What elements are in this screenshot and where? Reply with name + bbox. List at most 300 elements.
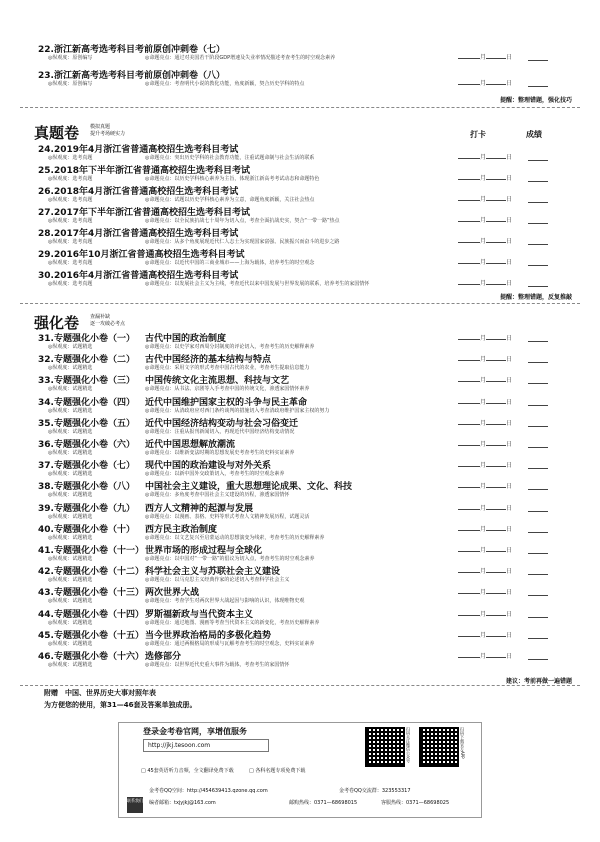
item-highlight: ◎命题亮点：以马克思主义经典作家的论述切入考查科学社会主义 <box>145 577 290 584</box>
item-number: 30. <box>38 271 54 281</box>
item-source: ◎纵观度：选考真题 <box>48 281 93 287</box>
date-month-label: 月 <box>480 589 487 597</box>
item-name: 浙江新高考选考科目考前原创冲刺卷（七） <box>53 45 225 55</box>
attachment-label: 附赠 <box>44 689 58 697</box>
date-entry[interactable] <box>458 460 512 469</box>
item-number: 24. <box>38 145 54 155</box>
date-month-label: 月 <box>480 335 487 342</box>
section-qianghua-sub <box>90 314 125 328</box>
date-day-blank[interactable] <box>486 173 506 180</box>
attachment-line2: 为方便您的使用，第31—46套及答案单独成册。 <box>44 701 197 709</box>
date-month-label: 月 <box>480 238 487 245</box>
tip-qianghua: 建议：考前再做一遍错题 <box>505 678 572 685</box>
item-topic: 中国社会主义建设，重大思想理论成果、文化、科技 <box>145 482 353 493</box>
date-month-blank[interactable] <box>458 566 480 573</box>
date-month-label: 月 <box>480 80 487 87</box>
item-number: 29. <box>38 250 54 260</box>
qr2-label: 扫码下载官方APP <box>460 727 465 759</box>
item-number: 46. <box>38 652 54 662</box>
item-topic: 世界市场的形成过程与全球化 <box>145 546 263 556</box>
qr1-label: 扫码关注微信公众号 <box>406 727 411 763</box>
section-zhenti-sub <box>90 124 125 138</box>
item-source: ◎纵观度：选考真题 <box>48 239 93 245</box>
date-month-blank[interactable] <box>458 503 480 510</box>
section-zhenti-head: 真题卷 <box>34 124 80 142</box>
date-entry[interactable] <box>458 257 512 266</box>
score-blank[interactable] <box>528 483 548 490</box>
item-source: ◎纵观度：试题精选 <box>48 534 93 541</box>
item-number: 25. <box>38 166 54 176</box>
date-month-blank[interactable] <box>458 397 480 404</box>
date-month-blank[interactable] <box>458 152 480 159</box>
item-source: ◎纵观度：试题精选 <box>48 513 93 520</box>
item-name: 2018年4月浙江省普通高校招生选考科目考试 <box>53 187 239 197</box>
item-name: 专题强化小卷（十二） <box>53 567 144 578</box>
date-month-label: 月 <box>480 175 487 182</box>
item-number: 33. <box>38 376 54 387</box>
item-topic: 两次世界大战 <box>145 588 200 599</box>
item-highlight: ◎命题亮点：试题以历史学科核心素养为立意，命题角度新颖，关注社会热点 <box>145 197 315 203</box>
score-blank[interactable] <box>528 356 548 363</box>
attachment-title: 中国、世界历史大事对照年表 <box>65 689 156 697</box>
date-entry[interactable] <box>458 566 512 575</box>
date-month-label: 月 <box>480 398 487 406</box>
date-day-blank[interactable] <box>486 630 506 637</box>
score-blank[interactable] <box>528 377 548 384</box>
date-month-blank[interactable] <box>458 257 480 264</box>
date-day-label: 日 <box>506 419 513 427</box>
item-name: 专题强化小卷（二） <box>53 355 135 366</box>
date-month-blank[interactable] <box>458 418 480 425</box>
zhenti-sub1: 模拟真题 <box>90 124 111 130</box>
item-name: 2018年下半年浙江省普通高校招生选考科目考试 <box>53 166 251 176</box>
score-blank[interactable] <box>528 632 548 639</box>
score-blank[interactable] <box>528 526 548 533</box>
date-entry[interactable] <box>458 503 512 512</box>
date-day-blank[interactable] <box>486 503 506 510</box>
score-blank[interactable] <box>528 154 548 161</box>
date-month-blank[interactable] <box>458 354 480 361</box>
item-topic: 当今世界政治格局的多极化趋势 <box>145 630 272 641</box>
ad-url[interactable]: http://jkj.tesoon.com <box>143 739 269 752</box>
item-name: 2016年10月浙江省普通高校招生选考科目考试 <box>53 250 245 260</box>
date-month-blank[interactable] <box>458 545 480 552</box>
date-month-blank[interactable] <box>458 173 480 180</box>
item-name: 专题强化小卷（三） <box>53 376 135 387</box>
date-day-label: 日 <box>506 483 513 491</box>
item-source: ◎纵观度：试题精选 <box>48 662 93 668</box>
date-month-label: 月 <box>480 280 487 287</box>
item-highlight: ◎命题亮点：通过地图、漫画等考查当代资本主义的新变化，考查历史解释素养 <box>145 619 320 626</box>
divider-2 <box>20 303 580 304</box>
score-blank[interactable] <box>528 399 548 406</box>
item-number: 23. <box>38 71 54 81</box>
date-entry[interactable] <box>458 354 512 363</box>
date-month-blank[interactable] <box>458 375 480 382</box>
date-day-label: 日 <box>506 504 513 512</box>
item-number: 28. <box>38 229 54 239</box>
date-day-blank[interactable] <box>486 354 506 361</box>
date-month-label: 月 <box>480 525 487 533</box>
score-blank[interactable] <box>528 441 548 448</box>
date-day-label: 日 <box>506 377 513 385</box>
date-month-label: 月 <box>480 419 487 427</box>
date-entry[interactable] <box>458 375 512 384</box>
item-topic: 近代中国思想解放潮流 <box>145 440 236 450</box>
item-highlight: ◎命题亮点：考查明代小说的教化功能，角度新颖，契合历史学科的特点 <box>145 81 305 87</box>
score-blank[interactable] <box>528 280 548 287</box>
date-day-blank[interactable] <box>486 460 506 467</box>
date-day-label: 日 <box>506 217 513 224</box>
date-day-blank[interactable] <box>486 215 506 222</box>
date-month-label: 月 <box>480 653 487 660</box>
item-topic: 中国传统文化主流思想、科技与文艺 <box>145 376 290 387</box>
date-entry[interactable] <box>458 609 512 618</box>
date-day-blank[interactable] <box>486 609 506 616</box>
date-day-label: 日 <box>506 462 513 470</box>
date-month-blank[interactable] <box>458 278 480 285</box>
item-number: 32. <box>38 355 54 366</box>
zhenti-sub2: 提升考场硬实力 <box>90 131 126 137</box>
item-source: ◎纵观度：试题精选 <box>48 407 93 414</box>
score-blank[interactable] <box>528 462 548 469</box>
item-highlight: ◎命题亮点：采用文字的形式考查中国古代的农业，考查考生提取信息能力 <box>145 365 310 372</box>
item-number: 42. <box>38 567 54 578</box>
qr-code-wechat[interactable] <box>365 727 405 767</box>
date-day-blank[interactable] <box>486 194 506 201</box>
contact-qq: 金考卷QQ交流群：323553317 <box>339 788 411 794</box>
contact-service: 客服热线：0371—68698025 <box>381 800 450 806</box>
item-topic: 近代中国维护国家主权的斗争与民主革命 <box>145 397 308 408</box>
item-name: 专题强化小卷（十） <box>53 524 135 535</box>
score-blank[interactable] <box>528 420 548 427</box>
item-highlight: ◎命题亮点：多角度考查中国社会主义建设的历程，渗透家国情怀 <box>145 492 290 499</box>
item-highlight: ◎命题亮点：以史学家对西周分封制度的评论切入，考查考生的历史解释素养 <box>145 344 315 350</box>
date-day-blank[interactable] <box>486 257 506 264</box>
item-highlight: ◎命题亮点：考查学生对两次世界大战起因与影响的认识，体现唯物史观 <box>145 598 305 605</box>
item-source: ◎纵观度：试题精选 <box>48 577 93 584</box>
date-day-blank[interactable] <box>486 566 506 573</box>
item-topic: 近代中国经济结构变动与社会习俗变迁 <box>145 418 299 429</box>
item-source: ◎纵观度：原创编写 <box>48 81 93 87</box>
date-day-blank[interactable] <box>486 439 506 446</box>
contact-email: 编者邮箱：txjyjkj@163.com <box>149 800 216 806</box>
date-month-label: 月 <box>480 377 487 385</box>
date-entry[interactable] <box>458 215 512 224</box>
date-entry[interactable] <box>458 481 512 490</box>
score-blank[interactable] <box>528 259 548 266</box>
item-highlight: ◎命题亮点：以世界近代史重大事件为载体，考查考生的家国情怀 <box>145 662 290 668</box>
date-day-blank[interactable] <box>486 278 506 285</box>
item-topic: 现代中国的政治建设与对外关系 <box>145 461 272 472</box>
score-blank[interactable] <box>528 238 548 245</box>
date-month-label: 月 <box>480 547 487 554</box>
item-source: ◎纵观度：试题精选 <box>48 428 93 435</box>
date-entry[interactable] <box>458 173 512 182</box>
item-name: 2017年下半年浙江省普通高校招生选考科目考试 <box>53 208 251 218</box>
date-month-label: 月 <box>480 154 487 161</box>
date-day-label: 日 <box>506 547 513 554</box>
divider-1 <box>20 107 580 108</box>
attachment-line <box>44 688 156 698</box>
item-name: 2017年4月浙江省普通高校招生选考科目考试 <box>53 229 239 239</box>
item-source: ◎纵观度：选考真题 <box>48 155 93 161</box>
item-name: 专题强化小卷（八） <box>53 482 135 493</box>
date-day-blank[interactable] <box>486 651 506 658</box>
date-day-blank[interactable] <box>486 333 506 340</box>
date-day-blank[interactable] <box>486 52 506 59</box>
date-entry[interactable] <box>458 152 512 161</box>
item-highlight: ◎命题亮点：以全民族抗战七十周年为切入点，考查全面抗战史实，契合“一带一路”热点 <box>145 218 340 224</box>
score-blank[interactable] <box>528 80 548 87</box>
date-day-blank[interactable] <box>486 375 506 382</box>
score-blank[interactable] <box>528 653 548 660</box>
date-month-blank[interactable] <box>458 215 480 222</box>
item-source: ◎纵观度：选考真题 <box>48 197 93 203</box>
item-highlight: ◎命题亮点：通过对美国若干阶段GDP增速及失业率情况描述考查考生的时空观念素养 <box>145 55 336 61</box>
date-day-label: 日 <box>506 568 513 576</box>
date-day-label: 日 <box>506 80 513 87</box>
check-audio[interactable]: □ 45套英语听力音频，全文翻译免费下载 <box>141 768 234 774</box>
date-entry[interactable] <box>458 630 512 639</box>
tip-zhenti: 提醒：整理错题，反复推敲 <box>499 294 572 301</box>
date-day-label: 日 <box>506 196 513 203</box>
item-source: ◎纵观度：试题精选 <box>48 556 93 562</box>
item-name: 浙江新高考选考科目考前原创冲刺卷（八） <box>53 71 225 81</box>
item-topic: 西方人文精神的起源与发展 <box>145 503 254 514</box>
date-day-label: 日 <box>506 525 513 533</box>
date-day-blank[interactable] <box>486 152 506 159</box>
qianghua-sub1: 查漏补缺 <box>90 314 111 320</box>
score-blank[interactable] <box>528 589 548 596</box>
col-score-header: 成绩 <box>526 130 542 139</box>
item-highlight: ◎命题亮点：通过两极格局的形成与瓦解考查考生的时空观念，史料实证素养 <box>145 640 315 647</box>
date-month-label: 月 <box>480 504 487 512</box>
item-source: ◎纵观度：试题精选 <box>48 619 93 626</box>
date-month-label: 月 <box>480 631 487 639</box>
date-month-blank[interactable] <box>458 587 480 594</box>
date-day-label: 日 <box>506 653 513 660</box>
item-number: 36. <box>38 440 54 450</box>
date-day-blank[interactable] <box>486 524 506 531</box>
item-number: 27. <box>38 208 54 218</box>
item-highlight: ◎命题亮点：注重从报刊新闻切入，再现近代中国经济结构变动情况 <box>145 428 295 435</box>
item-number: 31. <box>38 334 54 344</box>
item-highlight: ◎命题亮点：以维新变法时期的思想发展史考查考生的史料实证素养 <box>145 450 295 456</box>
date-month-blank[interactable] <box>458 460 480 467</box>
date-entry[interactable] <box>458 587 512 596</box>
item-source: ◎纵观度：试题精选 <box>48 450 93 456</box>
date-month-blank[interactable] <box>458 481 480 488</box>
date-month-blank[interactable] <box>458 333 480 340</box>
score-blank[interactable] <box>528 217 548 224</box>
date-month-label: 月 <box>480 259 487 266</box>
item-name: 专题强化小卷（一） <box>53 334 135 344</box>
item-source: ◎纵观度：试题精选 <box>48 640 93 647</box>
item-source: ◎纵观度：试题精选 <box>48 492 93 499</box>
date-entry[interactable] <box>458 397 512 406</box>
item-number: 38. <box>38 482 54 493</box>
date-day-label: 日 <box>506 441 513 448</box>
item-source: ◎纵观度：选考真题 <box>48 260 93 266</box>
item-highlight: ◎命题亮点：以近代中国的三商业城市——上海为载体，培养考生的时空观念 <box>145 260 315 266</box>
item-source: ◎纵观度：选考真题 <box>48 218 93 224</box>
date-day-blank[interactable] <box>486 418 506 425</box>
col-check-header: 打卡 <box>470 130 486 139</box>
date-month-label: 月 <box>480 462 487 470</box>
check-papers[interactable]: □ 各科名题专项免费下载 <box>249 768 306 774</box>
item-name: 专题强化小卷（五） <box>53 418 135 429</box>
date-entry[interactable] <box>458 545 512 554</box>
item-number: 41. <box>38 546 54 556</box>
item-name: 专题强化小卷（十五） <box>53 630 144 641</box>
date-month-label: 月 <box>480 568 487 576</box>
date-month-blank[interactable] <box>458 651 480 658</box>
date-day-blank[interactable] <box>486 587 506 594</box>
date-entry[interactable] <box>458 524 512 533</box>
date-entry[interactable] <box>458 194 512 203</box>
ad-title: 登录金考卷官网，享增值服务 <box>143 727 247 736</box>
date-month-blank[interactable] <box>458 609 480 616</box>
date-entry[interactable] <box>458 52 512 61</box>
item-name: 专题强化小卷（六） <box>53 440 135 450</box>
item-highlight: ◎命题亮点：突出历史学科的社会教育功能，注重试题命制与社会生活的联系 <box>145 155 315 161</box>
date-day-label: 日 <box>506 54 513 61</box>
item-source: ◎纵观度：试题精选 <box>48 344 93 350</box>
date-day-label: 日 <box>506 259 513 266</box>
item-name: 专题强化小卷（十六） <box>53 652 144 662</box>
qianghua-sub2: 逐一攻破必考点 <box>90 321 126 327</box>
item-number: 37. <box>38 461 54 472</box>
item-topic: 罗斯福新政与当代资本主义 <box>145 609 254 620</box>
score-blank[interactable] <box>528 611 548 618</box>
date-day-label: 日 <box>506 398 513 406</box>
date-month-blank[interactable] <box>458 52 480 59</box>
section-qianghua-head: 强化卷 <box>34 314 80 332</box>
item-name: 2016年4月浙江省普通高校招生选考科目考试 <box>53 271 239 281</box>
item-highlight: ◎命题亮点：以发展社会主义为主线，考查近代以来中国发展与世界发展的联系，培养考生的家国情怀 <box>145 281 370 287</box>
date-month-label: 月 <box>480 483 487 491</box>
item-source: ◎纵观度：试题精选 <box>48 365 93 372</box>
qr-code-app[interactable] <box>419 727 459 767</box>
date-day-blank[interactable] <box>486 545 506 552</box>
item-source: ◎纵观度：选考真题 <box>48 176 93 182</box>
date-month-label: 月 <box>480 441 487 448</box>
item-highlight: ◎命题亮点：从清政府应对西门条约谈判的措施切入考查清政府维护国家主权的努力 <box>145 407 330 414</box>
date-entry[interactable] <box>458 418 512 427</box>
item-highlight: ◎命题亮点：以中国对“一带一路”的倡议为切入点，考查考生的时空观念素养 <box>145 556 315 562</box>
item-name: 专题强化小卷（十四） <box>53 609 144 620</box>
item-topic: 科学社会主义与苏联社会主义建设 <box>145 567 281 578</box>
date-month-blank[interactable] <box>458 439 480 446</box>
date-day-label: 日 <box>506 631 513 639</box>
date-day-label: 日 <box>506 238 513 245</box>
date-month-label: 月 <box>480 54 487 61</box>
item-number: 40. <box>38 524 54 535</box>
item-topic: 选修部分 <box>145 652 182 662</box>
date-month-blank[interactable] <box>458 236 480 243</box>
score-blank[interactable] <box>528 568 548 575</box>
item-topic: 古代中国经济的基本结构与特点 <box>145 355 272 366</box>
item-name: 专题强化小卷（四） <box>53 397 135 408</box>
date-day-label: 日 <box>506 280 513 287</box>
date-month-blank[interactable] <box>458 78 480 85</box>
item-name: 2019年4月浙江省普通高校招生选考科目考试 <box>53 145 239 155</box>
item-highlight: ◎命题亮点：以新中国外交政策切入，考查考生的时空观念素养 <box>145 471 285 478</box>
date-entry[interactable] <box>458 78 512 87</box>
item-name: 专题强化小卷（七） <box>53 461 135 472</box>
item-source: ◎纵观度：试题精选 <box>48 386 93 393</box>
contact-qzone: 金考卷QQ空间：http://454639413.qzone.qq.com <box>149 788 268 794</box>
date-month-blank[interactable] <box>458 630 480 637</box>
item-number: 34. <box>38 397 54 408</box>
item-topic: 西方民主政治制度 <box>145 524 218 535</box>
item-highlight: ◎命题亮点：从书法、京剧等入手考查中国的传统文化，渗透家国情怀素养 <box>145 386 310 393</box>
date-month-label: 月 <box>480 610 487 618</box>
date-day-label: 日 <box>506 154 513 161</box>
divider-3 <box>20 685 580 686</box>
tip-top: 提醒：整理错题，强化技巧 <box>499 97 572 104</box>
ad-box <box>118 722 482 818</box>
date-day-label: 日 <box>506 335 513 342</box>
score-blank[interactable] <box>528 547 548 554</box>
date-day-label: 日 <box>506 175 513 182</box>
item-number: 44. <box>38 609 54 620</box>
item-number: 35. <box>38 418 54 429</box>
contact-order: 邮购热线：0371—68698015 <box>289 800 358 806</box>
date-day-blank[interactable] <box>486 236 506 243</box>
item-highlight: ◎命题亮点：从多个角度展现近代仁人志士为实现国家富强、民族振兴而奋斗的进步之路 <box>145 239 340 245</box>
item-number: 43. <box>38 588 54 599</box>
item-source: ◎纵观度：原创编写 <box>48 55 93 61</box>
item-name: 专题强化小卷（十三） <box>53 588 144 599</box>
item-highlight: ◎命题亮点：以文艺复兴至启蒙运动的思想演变为线索，考查考生的历史解释素养 <box>145 534 325 541</box>
date-day-blank[interactable] <box>486 78 506 85</box>
date-day-label: 日 <box>506 610 513 618</box>
contact-tag: 联系我们 <box>127 797 143 813</box>
date-month-label: 月 <box>480 356 487 364</box>
date-day-label: 日 <box>506 589 513 597</box>
date-entry[interactable] <box>458 278 512 287</box>
item-number: 45. <box>38 630 54 641</box>
date-entry[interactable] <box>458 439 512 448</box>
score-blank[interactable] <box>528 175 548 182</box>
date-day-blank[interactable] <box>486 481 506 488</box>
date-month-blank[interactable] <box>458 194 480 201</box>
item-source: ◎纵观度：试题精选 <box>48 598 93 605</box>
item-source: ◎纵观度：试题精选 <box>48 471 93 478</box>
date-month-label: 月 <box>480 196 487 203</box>
score-blank[interactable] <box>528 54 548 61</box>
date-day-label: 日 <box>506 356 513 364</box>
item-highlight: ◎命题亮点：以历史学科核心素养为主旨，体现浙江新高考考试动态和命题特色 <box>145 176 320 182</box>
date-day-blank[interactable] <box>486 397 506 404</box>
date-month-label: 月 <box>480 217 487 224</box>
date-entry[interactable] <box>458 236 512 245</box>
item-highlight: ◎命题亮点：以漫画、表格、史料等形式考查人文精神发展历程，试题灵活 <box>145 513 310 520</box>
date-entry[interactable] <box>458 651 512 660</box>
score-blank[interactable] <box>528 196 548 203</box>
date-entry[interactable] <box>458 333 512 342</box>
item-topic: 古代中国的政治制度 <box>145 334 227 344</box>
item-number: 39. <box>38 503 54 514</box>
date-month-blank[interactable] <box>458 524 480 531</box>
item-name: 专题强化小卷（九） <box>53 503 135 514</box>
score-blank[interactable] <box>528 335 548 342</box>
score-blank[interactable] <box>528 505 548 512</box>
item-number: 26. <box>38 187 54 197</box>
item-number: 22. <box>38 45 54 55</box>
